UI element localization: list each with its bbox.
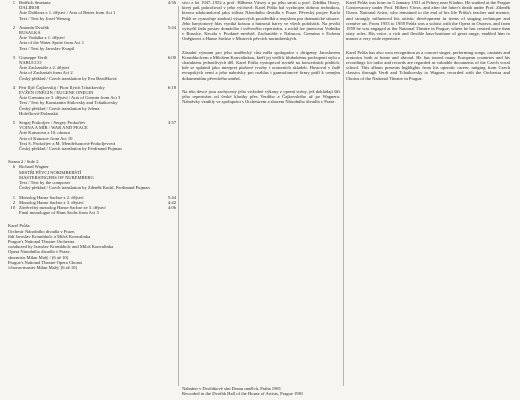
performer-line: Prague's National Theatre Orchestra bbox=[8, 238, 75, 244]
performer-line: řídí Jaroslav Krombholc a Miloš Konvalinka bbox=[8, 233, 91, 239]
side-2-label: Strana 2 / Side 2 bbox=[8, 159, 39, 165]
performer-line: conducted by Jaroslav Krombholc and Miloš Konvalinka bbox=[8, 244, 114, 250]
track-duration: 4:42 bbox=[167, 199, 176, 205]
track-number: 1 bbox=[12, 0, 15, 5]
performer-line: sbormistr Milan Malý / (6 až 10) bbox=[8, 254, 69, 260]
notes-czech-column bbox=[182, 0, 340, 104]
track-duration: 6:00 bbox=[167, 54, 176, 60]
track-line: Český překlad / Czech translation by Zdeněk Knittl, Ferdinand Pujman bbox=[19, 185, 150, 191]
performer-line: Opera Národního divadla v Praze, bbox=[8, 249, 71, 255]
track-line: Árie Gremina ze 3. dějství / Aria of Gremin from Act 3 bbox=[19, 95, 121, 101]
side-2-tracks bbox=[8, 164, 176, 219]
track-number: 10 bbox=[10, 204, 15, 210]
track-line: Monolog Hanse Sachse z 2. dějství bbox=[19, 194, 84, 200]
track-duration: 6:18 bbox=[167, 84, 176, 90]
track-number: 2 bbox=[12, 199, 15, 205]
track-number: 3 bbox=[12, 54, 15, 60]
performers-credits bbox=[8, 223, 176, 270]
track-line: Árie Vodníka z 1. dějství bbox=[19, 35, 65, 41]
track-line: Monolog Hanse Sachse z 3. dějství bbox=[19, 199, 84, 205]
performer-line: /chorus-master Milan Malý/ (6 až 10) bbox=[8, 264, 78, 270]
track-line: DALIBOR bbox=[19, 5, 40, 11]
track-line: Árie Dalibora z 1. dějství / Aria of Benes from Act 1 bbox=[19, 10, 116, 16]
footer-line: Nahráno v Dvořákově síni Domu umělců, Praha 1981 bbox=[182, 386, 281, 391]
performer-line: Karel Průša bbox=[8, 223, 30, 229]
track-number: 4 bbox=[12, 84, 15, 90]
track-line: Petr Iljič Čajkovskij / Piotr Ilyich Tchaikovsky bbox=[19, 84, 105, 90]
track-text bbox=[19, 85, 162, 116]
track-line: Aria of Zachariah from Act 2 bbox=[19, 70, 73, 76]
column-divider bbox=[343, 6, 344, 386]
track-line: Final monologue of Hans Sachs from Act 3 bbox=[19, 210, 99, 216]
note-paragraph: Karel Průša has also won recognition as a concert singer, performing songs, cantatas and oratorios both at home and abroad. He has toured many European countries and his recordings for radio and records are regarded as valuable documents of the Czech vocal school. This album presents highlights from his operatic career, ranging from Czech classics through Verdi and Tchaikovsky to Wagner, recorded with the Orchestra and Chorus of the National Theatre in Prague. bbox=[346, 49, 510, 81]
track-text bbox=[19, 120, 162, 151]
track-line: Text / Text by Jaroslav Kvapil bbox=[19, 45, 75, 51]
track-line: Text / Text by the composer bbox=[19, 180, 71, 186]
track-text bbox=[19, 25, 162, 51]
track-number: 5 bbox=[12, 120, 15, 126]
performer-line: Prague's National Theatre Opera Chorus bbox=[8, 259, 83, 265]
track-duration: 4:56 bbox=[167, 0, 176, 5]
track-line: Český překlad / Czech translation by Jelena bbox=[19, 105, 100, 111]
track-item bbox=[8, 205, 176, 215]
track-number: 1 bbox=[12, 194, 15, 200]
track-text bbox=[19, 0, 162, 21]
recording-credit bbox=[182, 386, 340, 396]
track-line: Bedřich Smetana bbox=[19, 0, 51, 5]
track-line: MISTŘI PĚVCI NORIMBERŠTÍ bbox=[19, 169, 82, 175]
note-paragraph: stvo z let 1947–1952 a prof. Hilberta Váwry a po jeho smrti u prof. Zdeňka Otavy, který pak pokračoval v jeho výchově. Karel Průša bal vyzbrojen dobrou technikou, kterou zdokonaloval jako sólista Národního divadla v Praze. Pěvecký projev Karla Průši se vyznačuje znalostí výrazových prostředků a smyslem pro dramatické situace. Jeho barytonový hlas vyniká krásou a hutností barvy ve všech polohách. Na jevišti vytvořil řadu postav domácího i světového repertoáru, z nichž lze jmenovat Vodníka v Rusalce, Kecala v Prodané nevěstě, Zachariáše v Nabuccu, Gremina v Evženu Oněginovi a Hanse Sachse v Mistrech pěvcích norimberských. bbox=[182, 0, 340, 42]
side-1-tracks bbox=[8, 0, 176, 155]
note-paragraph: Zásadní význam pro jeho umělecký růst měla spolupráce s dirigenty Jaroslavem Krombholcem a Milošem Konvalinkou, kteří jej vedli k hlubokému pochopení stylu a charakteru jednotlivých děl. Karel Průša vystupoval rovněž na koncertních pódiích, kde se uplatnil jako interpret písňové tvorby i oratorních skladeb. Hostoval v řadě evropských zemí a jeho nahrávky pro rozhlas i gramofonové firmy patří k cenným dokumentům pěveckého umění. bbox=[182, 49, 340, 81]
track-line: RUSALKA bbox=[19, 30, 41, 36]
track-number: 2 bbox=[12, 24, 15, 30]
performer-line: Orchestr Národního divadla v Praze, bbox=[8, 228, 76, 234]
track-listing-column bbox=[8, 0, 176, 270]
track-line: Text / Text by Konstantin Shilovsky and Tchaikovsky bbox=[19, 100, 118, 106]
track-line: Antonín Dvořák bbox=[19, 24, 49, 30]
track-line: EVŽEN ONĚGIN / EUGENE ONEGIN bbox=[19, 90, 94, 96]
track-text bbox=[19, 164, 162, 190]
track-line: Aria of the Water Sprite from Act 1 bbox=[19, 40, 84, 46]
note-paragraph: Karel Průša was born on 5 January 1931 at Pchery near Kladno. He studied at the Prague Conservatory under Prof. Hilbert Vávra, and after the latter's death under Prof. Zdeněk Otava. National Artist, who remained to the end of his life Průša's teacher and mentor, and strongly influenced his artistic development in terms of singing technique and creative art. From 1953 to 1958 Průša was a soloist with the Opera in Ostrava, and from 1959 he was engaged at the National Theatre in Prague, where he has created more than sixty roles. His voice, a rich and flexible bass-baritone of great range, enabled him to master a very wide repertoire. bbox=[346, 0, 510, 42]
track-line: Giuseppe Verdi bbox=[19, 54, 48, 60]
track-line: Český překlad / Czech translation by Ferdinand Pujman bbox=[19, 146, 122, 152]
notes-english-column bbox=[346, 0, 510, 81]
track-duration: 5:44 bbox=[167, 194, 176, 200]
track-line: NABUCCO bbox=[19, 60, 42, 66]
track-line: Árie Kutuzova z 10. obrazu bbox=[19, 130, 70, 136]
track-duration: 4:06 bbox=[167, 204, 176, 210]
track-duration: 5:44 bbox=[167, 24, 176, 30]
footer-line: Recorded in the Dvořák Hall of the House of Artists, Prague 1981 bbox=[182, 391, 304, 397]
track-line: Český překlad / Czech translation by Eva Bezděková bbox=[19, 75, 117, 81]
track-line: Aria of Kutuzov from Act 10 bbox=[19, 135, 73, 141]
column-divider bbox=[178, 6, 179, 386]
track-line: Text / Text by Josef Wenzig bbox=[19, 15, 70, 21]
track-line: Závěrečný monolog Hanse Sachse ze 3. dějství bbox=[19, 204, 106, 210]
track-line: MASTERSINGERS OF NUREMBERG bbox=[19, 174, 94, 180]
track-text bbox=[19, 205, 162, 215]
track-line: Sergej Prokofjev / Sergey Prokofiev bbox=[19, 120, 86, 126]
track-item bbox=[8, 55, 176, 81]
track-number: 6 bbox=[12, 164, 15, 170]
track-line: Text S. Prokofjev a M. Mendelsonová-Prokofjevová bbox=[19, 140, 116, 146]
track-line: VOJNA A MÍR / WAR AND PEACE bbox=[19, 125, 88, 131]
track-item bbox=[8, 164, 176, 190]
track-line: Árie Zachariáše z 2. dějství bbox=[19, 65, 70, 71]
track-item bbox=[8, 25, 176, 51]
track-item bbox=[8, 120, 176, 151]
note-paragraph: Na této desce jsou zachyceny jeho vrcholné výkony z operní scény, jež dokládají šíři jeho repertoáru od české klasiky přes Verdiho a Čajkovského až po Wagnera. Nahrávky vznikly ve spolupráci s Orchestrem a sborem Národního divadla v Praze. bbox=[182, 88, 340, 105]
track-duration: 3:57 bbox=[167, 120, 176, 126]
track-line: Holečková-Dolanská bbox=[19, 110, 58, 116]
track-line: Richard Wagner bbox=[19, 164, 49, 170]
track-item bbox=[8, 0, 176, 21]
track-item bbox=[8, 85, 176, 116]
track-text bbox=[19, 55, 162, 81]
